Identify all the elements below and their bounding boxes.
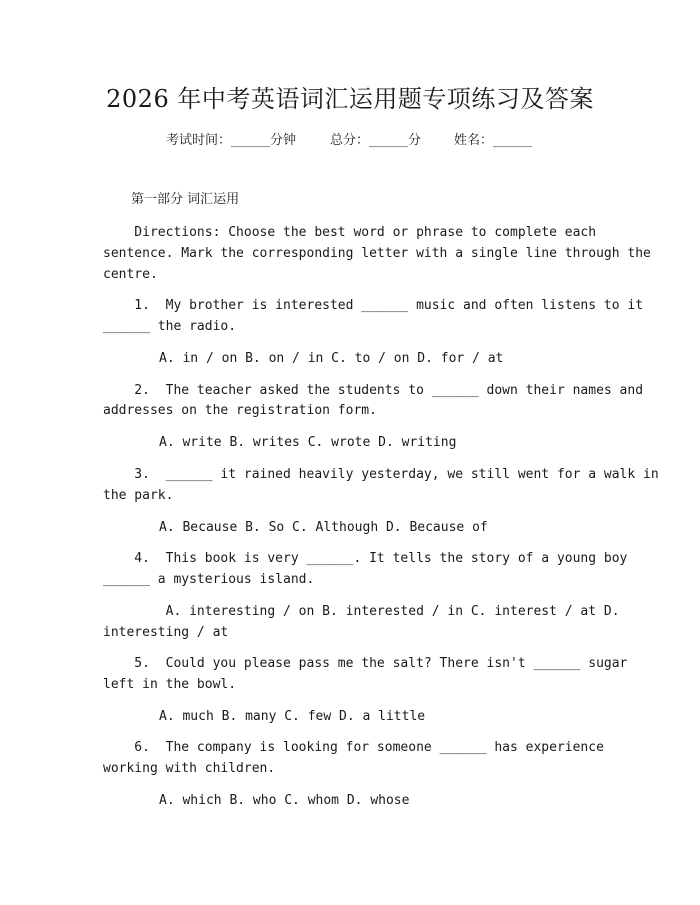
exam-time-field: 考试时间：______分钟 (166, 133, 297, 148)
directions-line-3: centre. (103, 267, 158, 282)
question-1-options: A. in / on B. on / in C. to / on D. for / at (159, 351, 504, 366)
directions-line-2: sentence. Mark the corresponding letter with a single line through the (103, 246, 651, 261)
question-1-line-2: ______ the radio. (103, 319, 237, 334)
question-2-options: A. write B. writes C. wrote D. writing (159, 435, 457, 450)
question-2-line-1: 2. The teacher asked the students to ______ down their names and (103, 383, 644, 398)
document-title: 2026 年中考英语词汇运用题专项练习及答案 (106, 85, 594, 113)
directions-line-1: Directions: Choose the best word or phrase to complete each (103, 225, 597, 240)
question-5-line-1: 5. Could you please pass me the salt? There isn't ______ sugar (103, 656, 628, 671)
question-5-line-2: left in the bowl. (103, 677, 237, 692)
question-6-line-1: 6. The company is looking for someone ______ has experience (103, 740, 604, 755)
question-4-options-line-1: A. interesting / on B. interested / in C. interest / at D. (103, 604, 620, 619)
exam-meta-line (0, 132, 700, 222)
question-3-options: A. Because B. So C. Although D. Because of (159, 520, 488, 535)
question-6-options: A. which B. who C. whom D. whose (159, 793, 410, 808)
question-4-line-2: ______ a mysterious island. (103, 572, 315, 587)
question-4-options-line-2: interesting / at (103, 625, 229, 640)
question-3-line-2: the park. (103, 488, 174, 503)
section-title: 第一部分 词汇运用 (131, 192, 240, 207)
question-4-line-1: 4. This book is very ______. It tells the story of a young boy (103, 551, 628, 566)
question-6-line-2: working with children. (103, 761, 276, 776)
question-2-line-2: addresses on the registration form. (103, 403, 377, 418)
question-5-options: A. much B. many C. few D. a little (159, 709, 426, 724)
total-score-field: 总分：______分 (330, 133, 422, 148)
question-3-line-1: 3. ______ it rained heavily yesterday, we still went for a walk in (103, 467, 659, 482)
name-field: 姓名：______ (454, 133, 533, 148)
question-1-line-1: 1. My brother is interested ______ music and often listens to it (103, 298, 644, 313)
